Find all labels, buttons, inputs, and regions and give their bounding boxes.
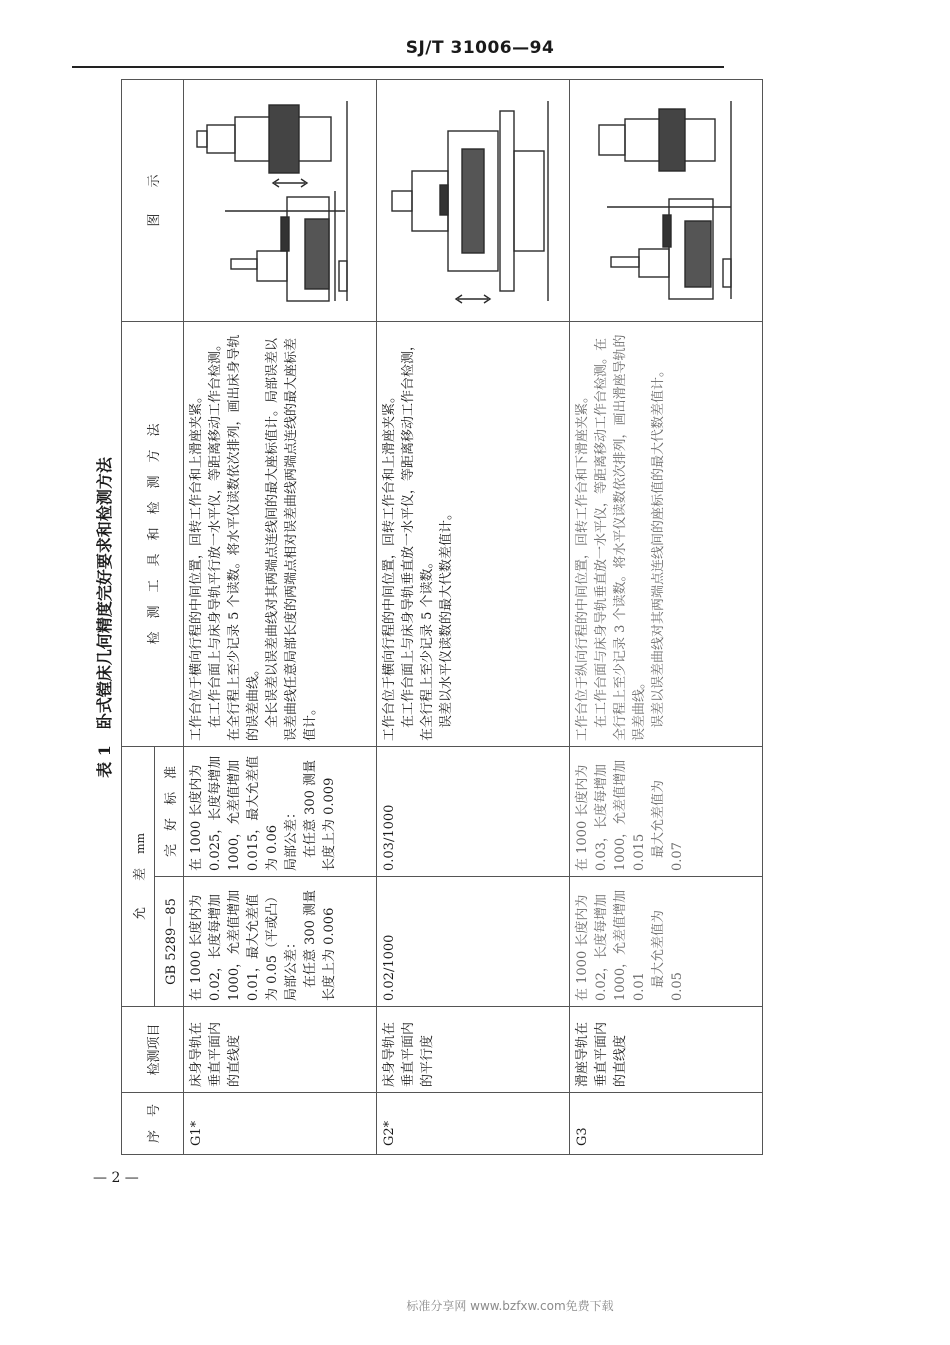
header-diagram: 图 示: [122, 79, 184, 321]
row-id: G2*: [377, 1093, 570, 1155]
watermark: 标准分享网 www.bzfxw.com免费下载: [406, 1299, 614, 1313]
row-diagram: [184, 79, 377, 321]
header-item: 检测项目: [122, 1007, 184, 1093]
level-shape: [440, 185, 448, 215]
header-tolerance-label: 允 差: [132, 867, 148, 920]
table-caption-title: 卧式镗床几何精度完好要求和检测方法: [95, 457, 114, 730]
level-shape: [663, 215, 671, 247]
diagram-g1: [195, 91, 365, 311]
table-row: [184, 79, 377, 1154]
row-item: 床身导轨在垂直平面内的直线度: [184, 1007, 377, 1093]
row-good-standard: 在 1000 长度内为 0.025，长度每增加 1000，允差值增加 0.015，最大允差值为 0.06 局部公差： 在任意 300 测量长度上为 0.009: [184, 746, 377, 876]
row-method: 工作台位于纵向行程的中间位置，回转工作台和下滑座夹紧。 在工作台面与床身导轨垂直放一水平仪，等距离移动工作台检测。在全行程上至少记录 3 个读数。将水平仪读数依次排列，画出滑座导轨的误差曲线。 误差以误差曲线对其两端点连线间的座标值的最大代数差值计。: [570, 321, 763, 746]
row-item: 滑座导轨在垂直平面内的直线度: [570, 1007, 763, 1093]
row-good-standard: 在 1000 长度内为 0.03，长度每增加 1000，允差值增加 0.015 最大允差值为 0.07: [570, 746, 763, 876]
row-method: 工作台位于横向行程的中间位置，回转工作台和上滑座夹紧。 在工作台面上与床身导轨垂直放一水平仪，等距离移动工作台检测，在全行程上至少记录 5 个读数。 误差以水平仪读数的最大代数差值计。: [377, 321, 570, 746]
row-id: G3: [570, 1093, 763, 1155]
row-diagram: [570, 79, 763, 321]
row-id: G1*: [184, 1093, 377, 1155]
table-row: [570, 79, 763, 1154]
header-method: 检 测 工 具 和 检 测 方 法: [122, 321, 184, 746]
row-diagram: [377, 79, 570, 321]
header-rule: [72, 66, 724, 68]
header-seq: 序 号: [122, 1093, 184, 1155]
diagram-g3: [581, 91, 751, 311]
table-caption: [91, 80, 119, 1155]
header-good: 完 好 标 准: [155, 746, 184, 876]
row-good-standard: 0.03/1000: [377, 746, 570, 876]
table-caption-label: 表 1: [95, 745, 114, 778]
header-gb: GB 5289－85: [155, 877, 184, 1007]
row-item: 床身导轨在垂直平面内的平行度: [377, 1007, 570, 1093]
page-number: — 2 —: [93, 1170, 139, 1186]
row-gb-tolerance: 0.02/1000: [377, 877, 570, 1007]
standard-number: SJ/T 31006—94: [405, 38, 555, 58]
rotated-table-canvas: [93, 80, 723, 1155]
table-row: [377, 79, 570, 1154]
row-gb-tolerance: 在 1000 长度内为 0.02，长度每增加 1000，允差值增加 0.01，最大允差值为 0.05（平或凸） 局部公差： 在任意 300 测量长度上为 0.006: [184, 877, 377, 1007]
row-gb-tolerance: 在 1000 长度内为 0.02，长度每增加 1000，允差值增加 0.01 最大允差值为 0.05: [570, 877, 763, 1007]
rotated-table-area: [93, 80, 723, 1155]
diagram-g2: [388, 91, 558, 311]
header-tolerance: [122, 746, 155, 1006]
header-unit: mm: [133, 833, 147, 854]
row-method: 工作台位于横向行程的中间位置，回转工作台和上滑座夹紧。 在工作台面上与床身导轨平行放一水平仪，等距离移动工作台检测。在全行程上至少记录 5 个读数。将水平仪读数依次排列，画出床身导轨的误差曲线。 全长误差以误差曲线对其两端点连线间的最大座标值计。局部误差以误差曲线任意局部长度的两端点相对误差曲线两端点连线的最大座标差值计。: [184, 321, 377, 746]
precision-table: [121, 79, 763, 1155]
